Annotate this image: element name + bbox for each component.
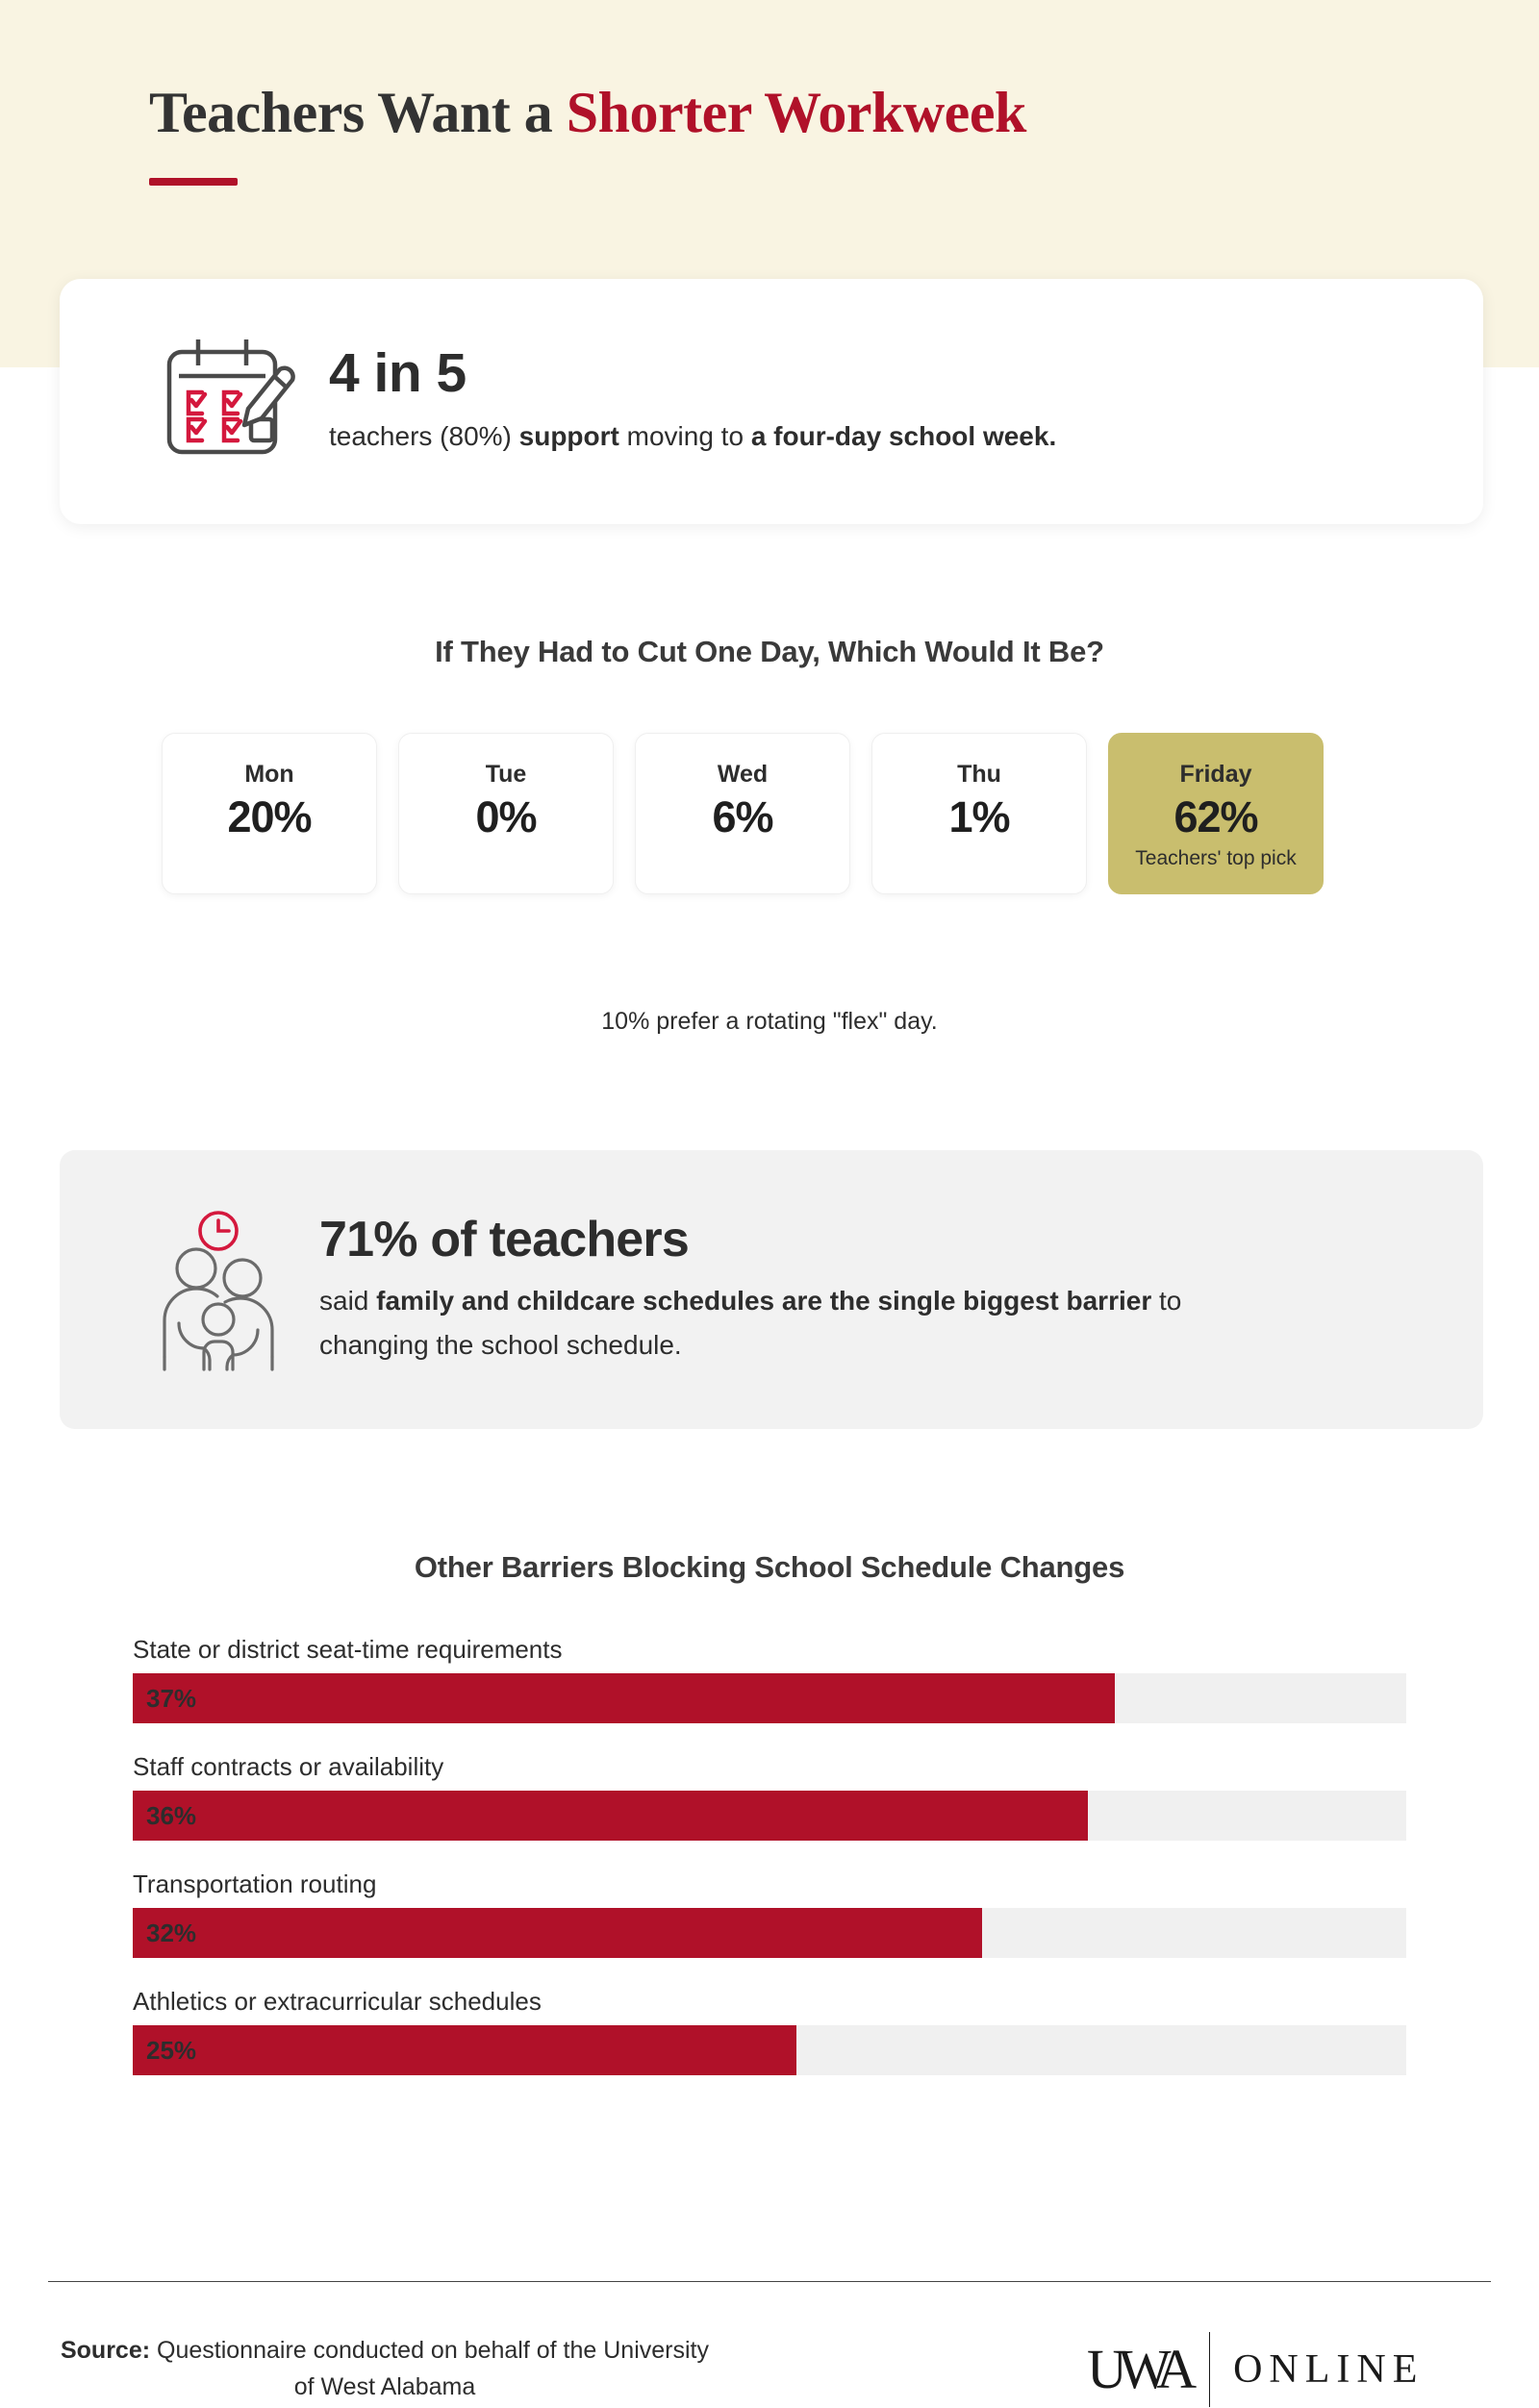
bar-fill [133, 2025, 796, 2075]
hero-subtext [329, 414, 1175, 458]
bar-row-transportation [133, 1869, 1406, 1958]
bar-row-seat-time [133, 1635, 1406, 1723]
biggest-barrier-subtext [319, 1279, 1262, 1367]
day-card-friday[interactable] [1108, 733, 1324, 894]
source-text: Questionnaire conducted on behalf of the University of West Alabama [150, 2337, 709, 2400]
bar-track [133, 1908, 1406, 1958]
bar-label: State or district seat-time requirements [133, 1635, 563, 1664]
cut-day-heading: If They Had to Cut One Day, Which Would It Be? [435, 635, 1104, 668]
bar-track [133, 1791, 1406, 1841]
day-card-tue[interactable] [398, 733, 614, 894]
biggest-barrier-text-block [319, 1213, 1483, 1367]
day-card-value: 0% [475, 792, 537, 841]
bar-label: Athletics or extracurricular schedules [133, 1987, 542, 2016]
uwa-online-logo [1087, 2332, 1424, 2407]
day-card-mon[interactable] [162, 733, 377, 894]
day-card-label: Mon [244, 761, 294, 788]
day-card-label: Friday [1179, 761, 1252, 788]
hero-sub-bold-fourday: a four-day school week. [750, 420, 1057, 451]
title-underline-rule [149, 178, 238, 186]
day-cards-row [162, 733, 1324, 894]
online-wordmark: ONLINE [1233, 2347, 1425, 2392]
calendar-checklist-pencil-icon [127, 337, 329, 466]
bar-value-label: 32% [146, 1918, 197, 1947]
day-card-top-pick-note: Teachers' top pick [1135, 846, 1297, 869]
footer-divider [48, 2281, 1491, 2282]
day-card-thu[interactable] [871, 733, 1087, 894]
hero-sub-pre: teachers (80%) [329, 420, 519, 451]
barrier-sub-post: to changing the school schedule. [319, 1286, 1182, 1360]
day-card-label: Wed [717, 761, 769, 788]
bar-label: Transportation routing [133, 1869, 377, 1898]
bar-row-staff-contracts [133, 1752, 1406, 1841]
bar-track [133, 1673, 1406, 1723]
source-label: Source: [60, 2337, 151, 2364]
day-card-value: 62% [1173, 792, 1258, 841]
day-card-value: 20% [227, 792, 312, 841]
page-title-plain: Teachers Want a [149, 81, 567, 144]
bar-value-label: 36% [146, 1800, 197, 1830]
biggest-barrier-panel [60, 1150, 1483, 1429]
hero-text-block [329, 341, 1483, 458]
barriers-bar-chart [133, 1635, 1406, 2104]
hero-sub-bold-support: support [518, 420, 619, 451]
biggest-barrier-stat: 71% of teachers [319, 1212, 689, 1268]
bar-label: Staff contracts or availability [133, 1752, 444, 1781]
page-title-accent: Shorter Workweek [566, 81, 1026, 144]
bar-fill [133, 1791, 1088, 1841]
day-card-label: Tue [485, 761, 527, 788]
barriers-heading: Other Barriers Blocking School Schedule Changes [414, 1550, 1125, 1584]
day-card-wed[interactable] [635, 733, 850, 894]
bar-value-label: 25% [146, 2035, 197, 2065]
day-card-label: Thu [957, 761, 1001, 788]
flex-day-footnote: 10% prefer a rotating "flex" day. [601, 1008, 938, 1035]
day-card-value: 6% [712, 792, 773, 841]
barrier-sub-bold: family and childcare schedules are the single biggest barrier [376, 1286, 1152, 1317]
hero-big-stat: 4 in 5 [329, 341, 467, 404]
hero-sub-mid: moving to [618, 420, 751, 451]
source-attribution [53, 2332, 717, 2405]
barrier-sub-pre: said [319, 1286, 377, 1317]
bar-track [133, 2025, 1406, 2075]
uwa-wordmark: UWA [1087, 2338, 1189, 2400]
hero-stat-card [60, 279, 1483, 524]
bar-fill [133, 1673, 1115, 1723]
bar-fill [133, 1908, 982, 1958]
bar-row-athletics [133, 1987, 1406, 2075]
family-clock-icon [117, 1208, 319, 1371]
bar-value-label: 37% [146, 1683, 197, 1713]
day-card-value: 1% [948, 792, 1010, 841]
page-title [149, 80, 1026, 146]
